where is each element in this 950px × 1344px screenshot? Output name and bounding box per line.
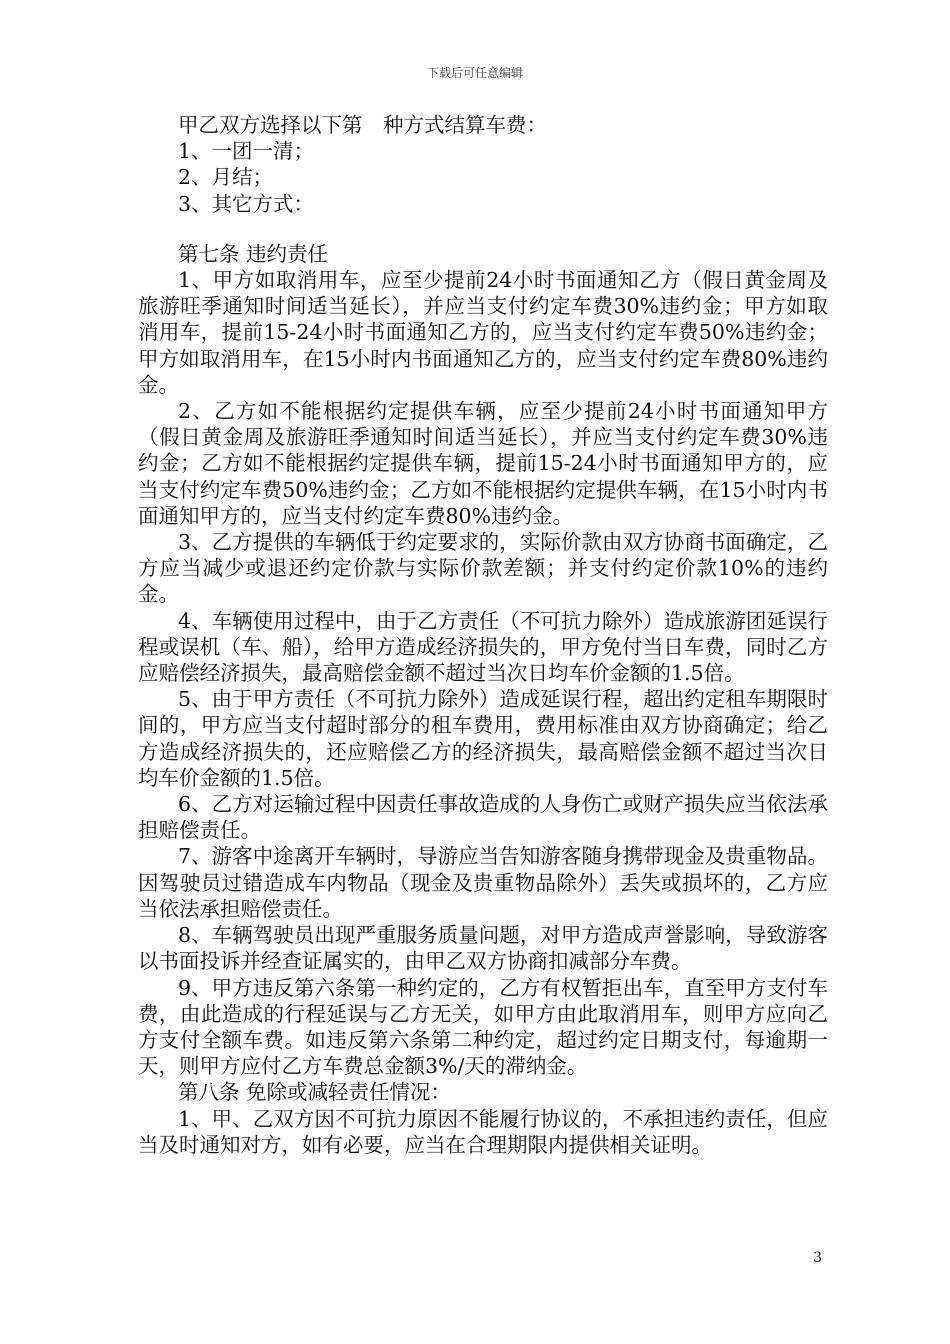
page-header: 下载后可任意编辑 (426, 66, 523, 80)
settlement-option-3: 3、其它方式： (178, 191, 315, 216)
document-body (138, 112, 828, 1158)
article-7-clause-3: 3、乙方提供的车辆低于约定要求的，实际价款由双方协商书面确定，乙方应当减少或退还约定价款与实际价款差额；并支付约定价款10%的违约金。 (138, 530, 828, 607)
article-7-clause-1: 1、甲方如取消用车，应至少提前24小时书面通知乙方（假日黄金周及旅游旺季通知时间适当延长），并应当支付约定车费30%违约金；甲方如取消用车，提前15-24小时书面通知乙方的，应当支付约定车费50%违约金；甲方如取消用车，在15小时内书面通知乙方的，应当支付约定车费80%违约金。 (138, 268, 828, 397)
article-7-clause-6: 6、乙方对运输过程中因责任事故造成的人身伤亡或财产损失应当依法承担赔偿责任。 (138, 792, 828, 843)
article-8-clause-1: 1、甲、乙双方因不可抗力原因不能履行协议的，不承担违约责任，但应当及时通知对方，如有必要，应当在合理期限内提供相关证明。 (138, 1106, 828, 1157)
article-8-heading: 第八条 免除或减轻责任情况： (178, 1080, 452, 1105)
article-7-clause-4: 4、车辆使用过程中，由于乙方责任（不可抗力除外）造成旅游团延误行程或误机（车、船），给甲方造成经济损失的，甲方免付当日车费，同时乙方应赔偿经济损失，最高赔偿金额不超过当次日均车价金额的1.5倍。 (138, 608, 828, 686)
page-number: 3 (813, 1250, 822, 1266)
settlement-option-1: 1、一团一清； (178, 139, 315, 164)
section-gap (138, 217, 828, 241)
article-7-clause-8: 8、车辆驾驶员出现严重服务质量问题，对甲方造成声誉影响，导致游客以书面投诉并经查证属实的，由甲乙双方协商扣减部分车费。 (138, 923, 828, 974)
article-7-clause-7: 7、游客中途离开车辆时，导游应当告知游客随身携带现金及贵重物品。因驾驶员过错造成车内物品（现金及贵重物品除外）丢失或损坏的，乙方应当依法承担赔偿责任。 (138, 844, 828, 921)
settlement-option-2: 2、月结； (178, 165, 274, 190)
article-7-clause-5: 5、由于甲方责任（不可抗力除外）造成延误行程，超出约定租车期限时间的，甲方应当支付超时部分的租车费用，费用标准由双方协商确定；给乙方造成经济损失的，还应赔偿乙方的经济损失，最高赔偿金额不超过当次日均车价金额的1.5倍。 (138, 687, 828, 790)
article-7-heading: 第七条 违约责任 (178, 241, 329, 266)
article-7-clause-2: 2、乙方如不能根据约定提供车辆，应至少提前24小时书面通知甲方（假日黄金周及旅游旺季通知时间适当延长），并应当支付约定车费30%违约金；乙方如不能根据约定提供车辆，提前15-24小时书面通知甲方的，应当支付约定车费50%违约金；乙方如不能根据约定提供车辆，在15小时内书面通知甲方的，应当支付约定车费80%违约金。 (138, 399, 828, 528)
article-7-clause-9: 9、甲方违反第六条第一种约定的，乙方有权暂拒出车，直至甲方支付车费，由此造成的行程延误与乙方无关，如甲方由此取消用车，则甲方应向乙方支付全额车费。如违反第六条第二种约定，超过约定日期支付，每逾期一天，则甲方应付乙方车费总金额3%/天的滞纳金。 (138, 975, 828, 1079)
settlement-intro: 甲乙双方选择以下第 种方式结算车费： (178, 113, 547, 137)
